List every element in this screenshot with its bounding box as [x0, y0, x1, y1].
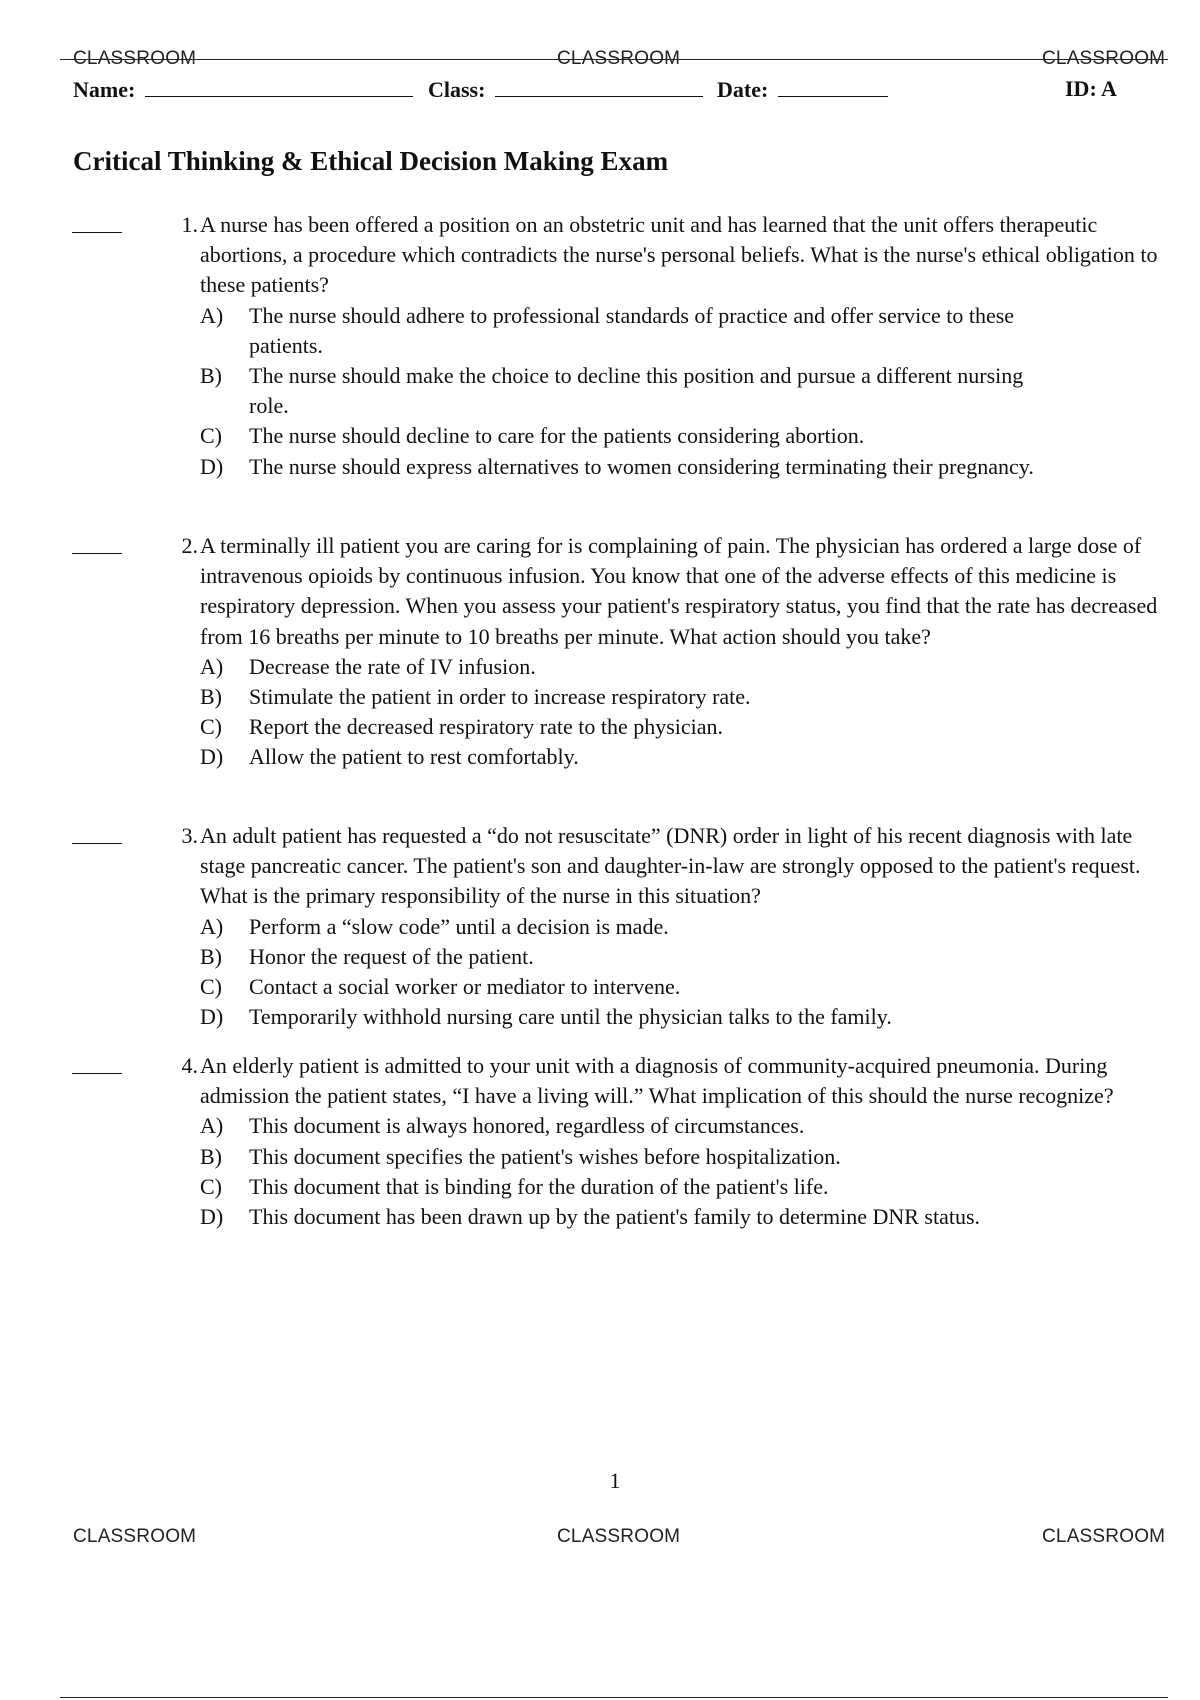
option-letter: A) — [200, 913, 224, 939]
name-label: Name: — [73, 77, 136, 102]
option-letter: D) — [200, 1204, 224, 1230]
option-b[interactable] — [200, 942, 1049, 972]
question-2 — [0, 531, 1200, 773]
question-stem: An adult patient has requested a “do not resuscitate” (DNR) order in light of his recent diagnosis with late stage pancreatic cancer. The patient's son and daughter-in-law are strongly opposed to the patient's request. What is the primary responsibility of the nurse in this situation? — [200, 823, 1141, 909]
option-letter: B) — [200, 1143, 222, 1169]
option-d[interactable] — [200, 742, 1049, 772]
option-text: Temporarily withhold nursing care until the physician talks to the family. — [249, 1004, 892, 1030]
watermark-bottom-center: CLASSROOM — [557, 1526, 681, 1547]
question-stem: A terminally ill patient you are caring for is complaining of pain. The physician has ordered a large dose of intravenous opioids by continuous infusion. You know that one of the adverse effects of this medicine is respiratory depression. When you assess your patient's respiratory status, you find that the rate has decreased from 16 breaths per minute to 10 breaths per minute. What action should you take? — [200, 533, 1158, 649]
class-blank[interactable] — [495, 76, 703, 97]
option-letter: B) — [200, 684, 222, 710]
option-text: The nurse should express alternatives to women considering terminating their pregnancy. — [249, 453, 1034, 479]
answer-blank[interactable] — [72, 531, 122, 554]
page-number: 1 — [609, 1468, 621, 1493]
option-letter: B) — [200, 363, 222, 389]
option-a[interactable] — [200, 301, 1049, 361]
option-b[interactable] — [200, 1142, 1049, 1172]
option-d[interactable] — [200, 1002, 1049, 1032]
option-text: Stimulate the patient in order to increase respiratory rate. — [249, 684, 751, 710]
option-letter: D) — [200, 453, 224, 479]
bottom-rule — [60, 1697, 1168, 1698]
option-letter: C) — [200, 974, 222, 1000]
top-rule — [60, 59, 1168, 60]
question-number: 4. — [181, 1053, 198, 1078]
option-letter: C) — [200, 1173, 222, 1199]
option-text: Allow the patient to rest comfortably. — [249, 744, 579, 770]
question-number: 1. — [181, 212, 198, 237]
option-letter: D) — [200, 744, 224, 770]
option-text: Report the decreased respiratory rate to the physician. — [249, 714, 724, 740]
watermark-top-center: CLASSROOM — [557, 48, 681, 69]
answer-blank[interactable] — [72, 210, 122, 233]
answer-blank[interactable] — [72, 1051, 122, 1074]
exam-title: Critical Thinking & Ethical Decision Making Exam — [73, 146, 669, 176]
option-c[interactable] — [200, 1172, 1049, 1202]
option-d[interactable] — [200, 1202, 1049, 1232]
option-c[interactable] — [200, 972, 1049, 1002]
option-letter: A) — [200, 1113, 224, 1139]
option-text: This document specifies the patient's wishes before hospitalization. — [249, 1143, 841, 1169]
option-b[interactable] — [200, 682, 1049, 712]
question-number: 3. — [181, 823, 198, 848]
option-c[interactable] — [200, 712, 1049, 742]
option-text: Decrease the rate of IV infusion. — [249, 653, 536, 679]
name-field — [73, 76, 413, 103]
option-letter: C) — [200, 714, 222, 740]
watermark-top-right: CLASSROOM — [1042, 48, 1166, 69]
option-letter: C) — [200, 423, 222, 449]
option-text: Perform a “slow code” until a decision is made. — [249, 913, 669, 939]
option-text: This document that is binding for the duration of the patient's life. — [249, 1173, 829, 1199]
option-letter: A) — [200, 302, 224, 328]
id-label: ID: A — [1065, 76, 1117, 101]
option-a[interactable] — [200, 652, 1049, 682]
question-number: 2. — [181, 533, 198, 558]
watermark-top-left: CLASSROOM — [73, 48, 197, 69]
question-stem: A nurse has been offered a position on an obstetric unit and has learned that the unit offers therapeutic abortions, a procedure which contradicts the nurse's personal beliefs. What is the nurse's ethical obligation to these patients? — [200, 212, 1158, 298]
option-text: Honor the request of the patient. — [249, 943, 534, 969]
watermark-bottom-left: CLASSROOM — [73, 1526, 197, 1547]
option-d[interactable] — [200, 452, 1049, 482]
option-b[interactable] — [200, 361, 1049, 421]
date-field — [717, 76, 888, 103]
option-text: This document has been drawn up by the patient's family to determine DNR status. — [249, 1204, 981, 1230]
option-a[interactable] — [200, 912, 1049, 942]
option-letter: D) — [200, 1004, 224, 1030]
watermark-bottom-right: CLASSROOM — [1042, 1526, 1166, 1547]
option-text: The nurse should decline to care for the patients considering abortion. — [249, 423, 865, 449]
option-text: Contact a social worker or mediator to intervene. — [249, 974, 681, 1000]
answer-blank[interactable] — [72, 821, 122, 844]
option-c[interactable] — [200, 421, 1049, 451]
question-stem: An elderly patient is admitted to your unit with a diagnosis of community-acquired pneumonia. During admission the patient states, “I have a living will.” What implication of this should the nurse recognize? — [200, 1053, 1114, 1109]
date-label: Date: — [717, 77, 769, 102]
option-text: The nurse should make the choice to decline this position and pursue a different nursing role. — [249, 363, 1024, 419]
option-letter: A) — [200, 653, 224, 679]
option-letter: B) — [200, 943, 222, 969]
option-text: This document is always honored, regardless of circumstances. — [249, 1113, 805, 1139]
question-1 — [0, 210, 1200, 482]
class-label: Class: — [428, 77, 486, 102]
date-blank[interactable] — [778, 76, 888, 97]
class-field — [428, 76, 703, 103]
name-blank[interactable] — [145, 76, 413, 97]
question-4 — [0, 1051, 1200, 1232]
option-text: The nurse should adhere to professional standards of practice and offer service to these patients. — [249, 302, 1015, 358]
option-a[interactable] — [200, 1111, 1049, 1141]
question-3 — [0, 821, 1200, 1032]
